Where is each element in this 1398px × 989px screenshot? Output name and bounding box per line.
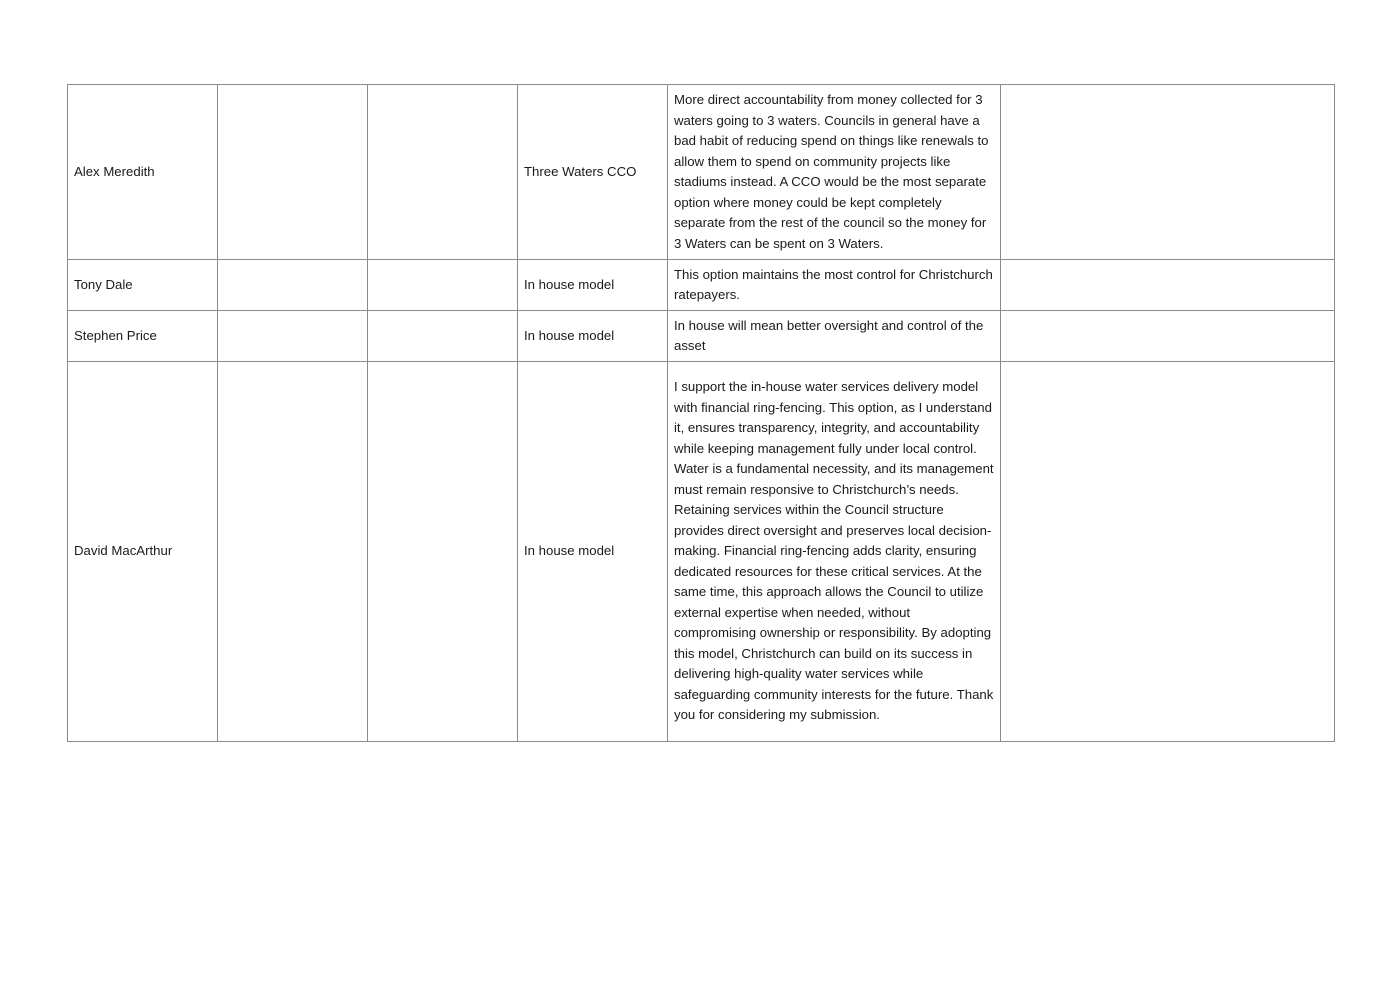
table-row — [68, 260, 1335, 311]
empty-cell — [368, 85, 518, 260]
preferred-option-cell: Three Waters CCO — [518, 85, 668, 260]
preferred-option-cell: In house model — [518, 362, 668, 742]
empty-cell — [1001, 85, 1335, 260]
empty-cell — [218, 362, 368, 742]
comment-cell: More direct accountability from money collected for 3 waters going to 3 waters. Councils in general have a bad habit of reducing spend on things like renewals to allow them to spend on community projects like stadiums instead. A CCO would be the most separate option where money could be kept completely separate from the rest of the council so the money for 3 Waters can be spent on 3 Waters. — [668, 85, 1001, 260]
submitter-name-cell: Stephen Price — [68, 311, 218, 362]
empty-cell — [218, 311, 368, 362]
table-row — [68, 311, 1335, 362]
empty-cell — [1001, 311, 1335, 362]
submissions-table — [67, 84, 1335, 742]
empty-cell — [1001, 362, 1335, 742]
preferred-option-cell: In house model — [518, 260, 668, 311]
table-row — [68, 85, 1335, 260]
comment-cell: In house will mean better oversight and control of the asset — [668, 311, 1001, 362]
preferred-option-cell: In house model — [518, 311, 668, 362]
submitter-name-cell: Alex Meredith — [68, 85, 218, 260]
empty-cell — [1001, 260, 1335, 311]
table-row — [68, 362, 1335, 742]
empty-cell — [218, 85, 368, 260]
empty-cell — [368, 260, 518, 311]
submitter-name-cell: David MacArthur — [68, 362, 218, 742]
empty-cell — [218, 260, 368, 311]
empty-cell — [368, 311, 518, 362]
comment-cell: I support the in-house water services delivery model with financial ring-fencing. This option, as I understand it, ensures transparency, integrity, and accountability while keeping management fully under local control. Water is a fundamental necessity, and its management must remain responsive to Christchurch’s needs. Retaining services within the Council structure provides direct oversight and preserves local decision-making. Financial ring-fencing adds clarity, ensuring dedicated resources for these critical services. At the same time, this approach allows the Council to utilize external expertise when needed, without compromising ownership or responsibility. By adopting this model, Christchurch can build on its success in delivering high-quality water services while safeguarding community interests for the future. Thank you for considering my submission. — [668, 362, 1001, 742]
submitter-name-cell: Tony Dale — [68, 260, 218, 311]
empty-cell — [368, 362, 518, 742]
comment-cell: This option maintains the most control for Christchurch ratepayers. — [668, 260, 1001, 311]
